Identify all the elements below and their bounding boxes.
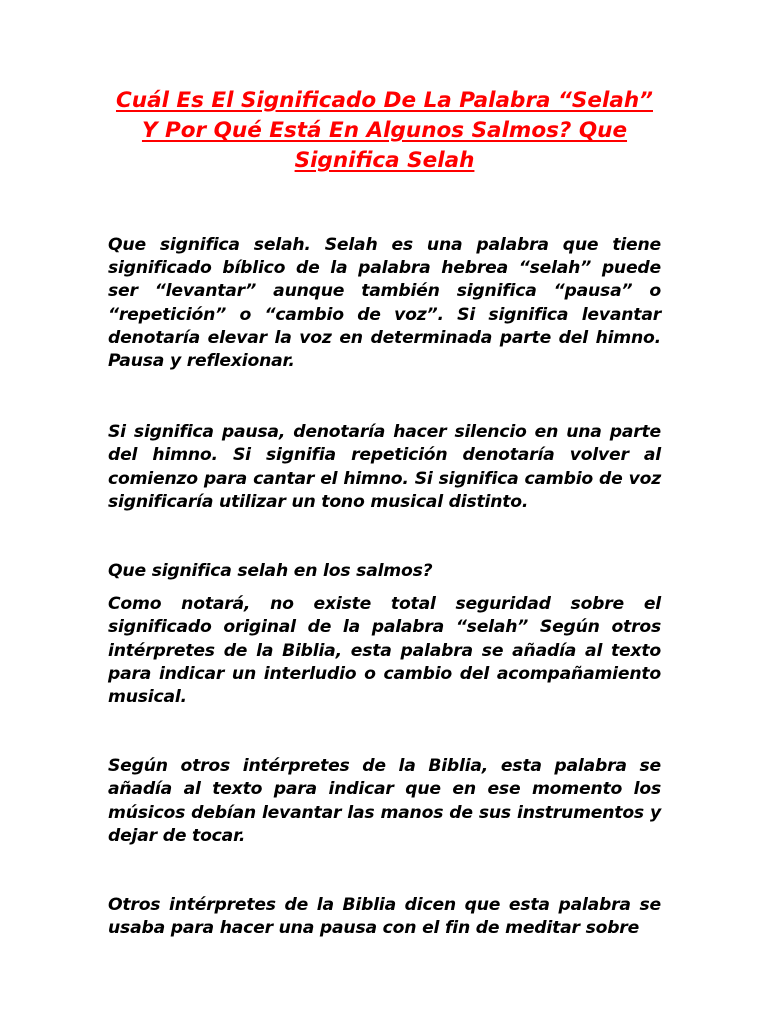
paragraph-musicos: Según otros intérpretes de la Biblia, esta palabra se añadía al texto para indicar que en ese momento los músicos debían levantar las manos de sus instrumentos y dejar de tocar. [108,756,661,846]
document-title: Cuál Es El Significado De La Palabra “Selah” Y Por Qué Está En Algunos Salmos? Que Significa Selah [115,88,653,173]
document-page [108,86,661,940]
paragraph-otros-interpretes: Otros intérpretes de la Biblia dicen que esta palabra se usaba para hacer una pausa con el fin de meditar sobre [108,895,661,939]
paragraph-pausa: Si significa pausa, denotaría hacer silencio en una parte del himno. Si signifia repetición denotaría volver al comienzo para cantar el himno. Si significa cambio de voz significaría utilizar un tono musical distinto. [108,422,661,512]
paragraph-como-notara: Como notará, no existe total seguridad sobre el significado original de la palabra “selah” Según otros intérpretes de la Biblia, esta palabra se añadía al texto para indicar un interludio o cambio del acompañamiento musical. [108,594,661,708]
paragraph-question: Que significa selah en los salmos? [108,561,433,582]
paragraph-intro: Que significa selah. Selah es una palabra que tiene significado bíblico de la palabra hebrea “selah” puede ser “levantar” aunque también significa “pausa” o “repetición” o “cambio de voz”. Si significa levantar denotaría elevar la voz en determinada parte del himno. Pausa y reflexionar. [108,235,661,372]
